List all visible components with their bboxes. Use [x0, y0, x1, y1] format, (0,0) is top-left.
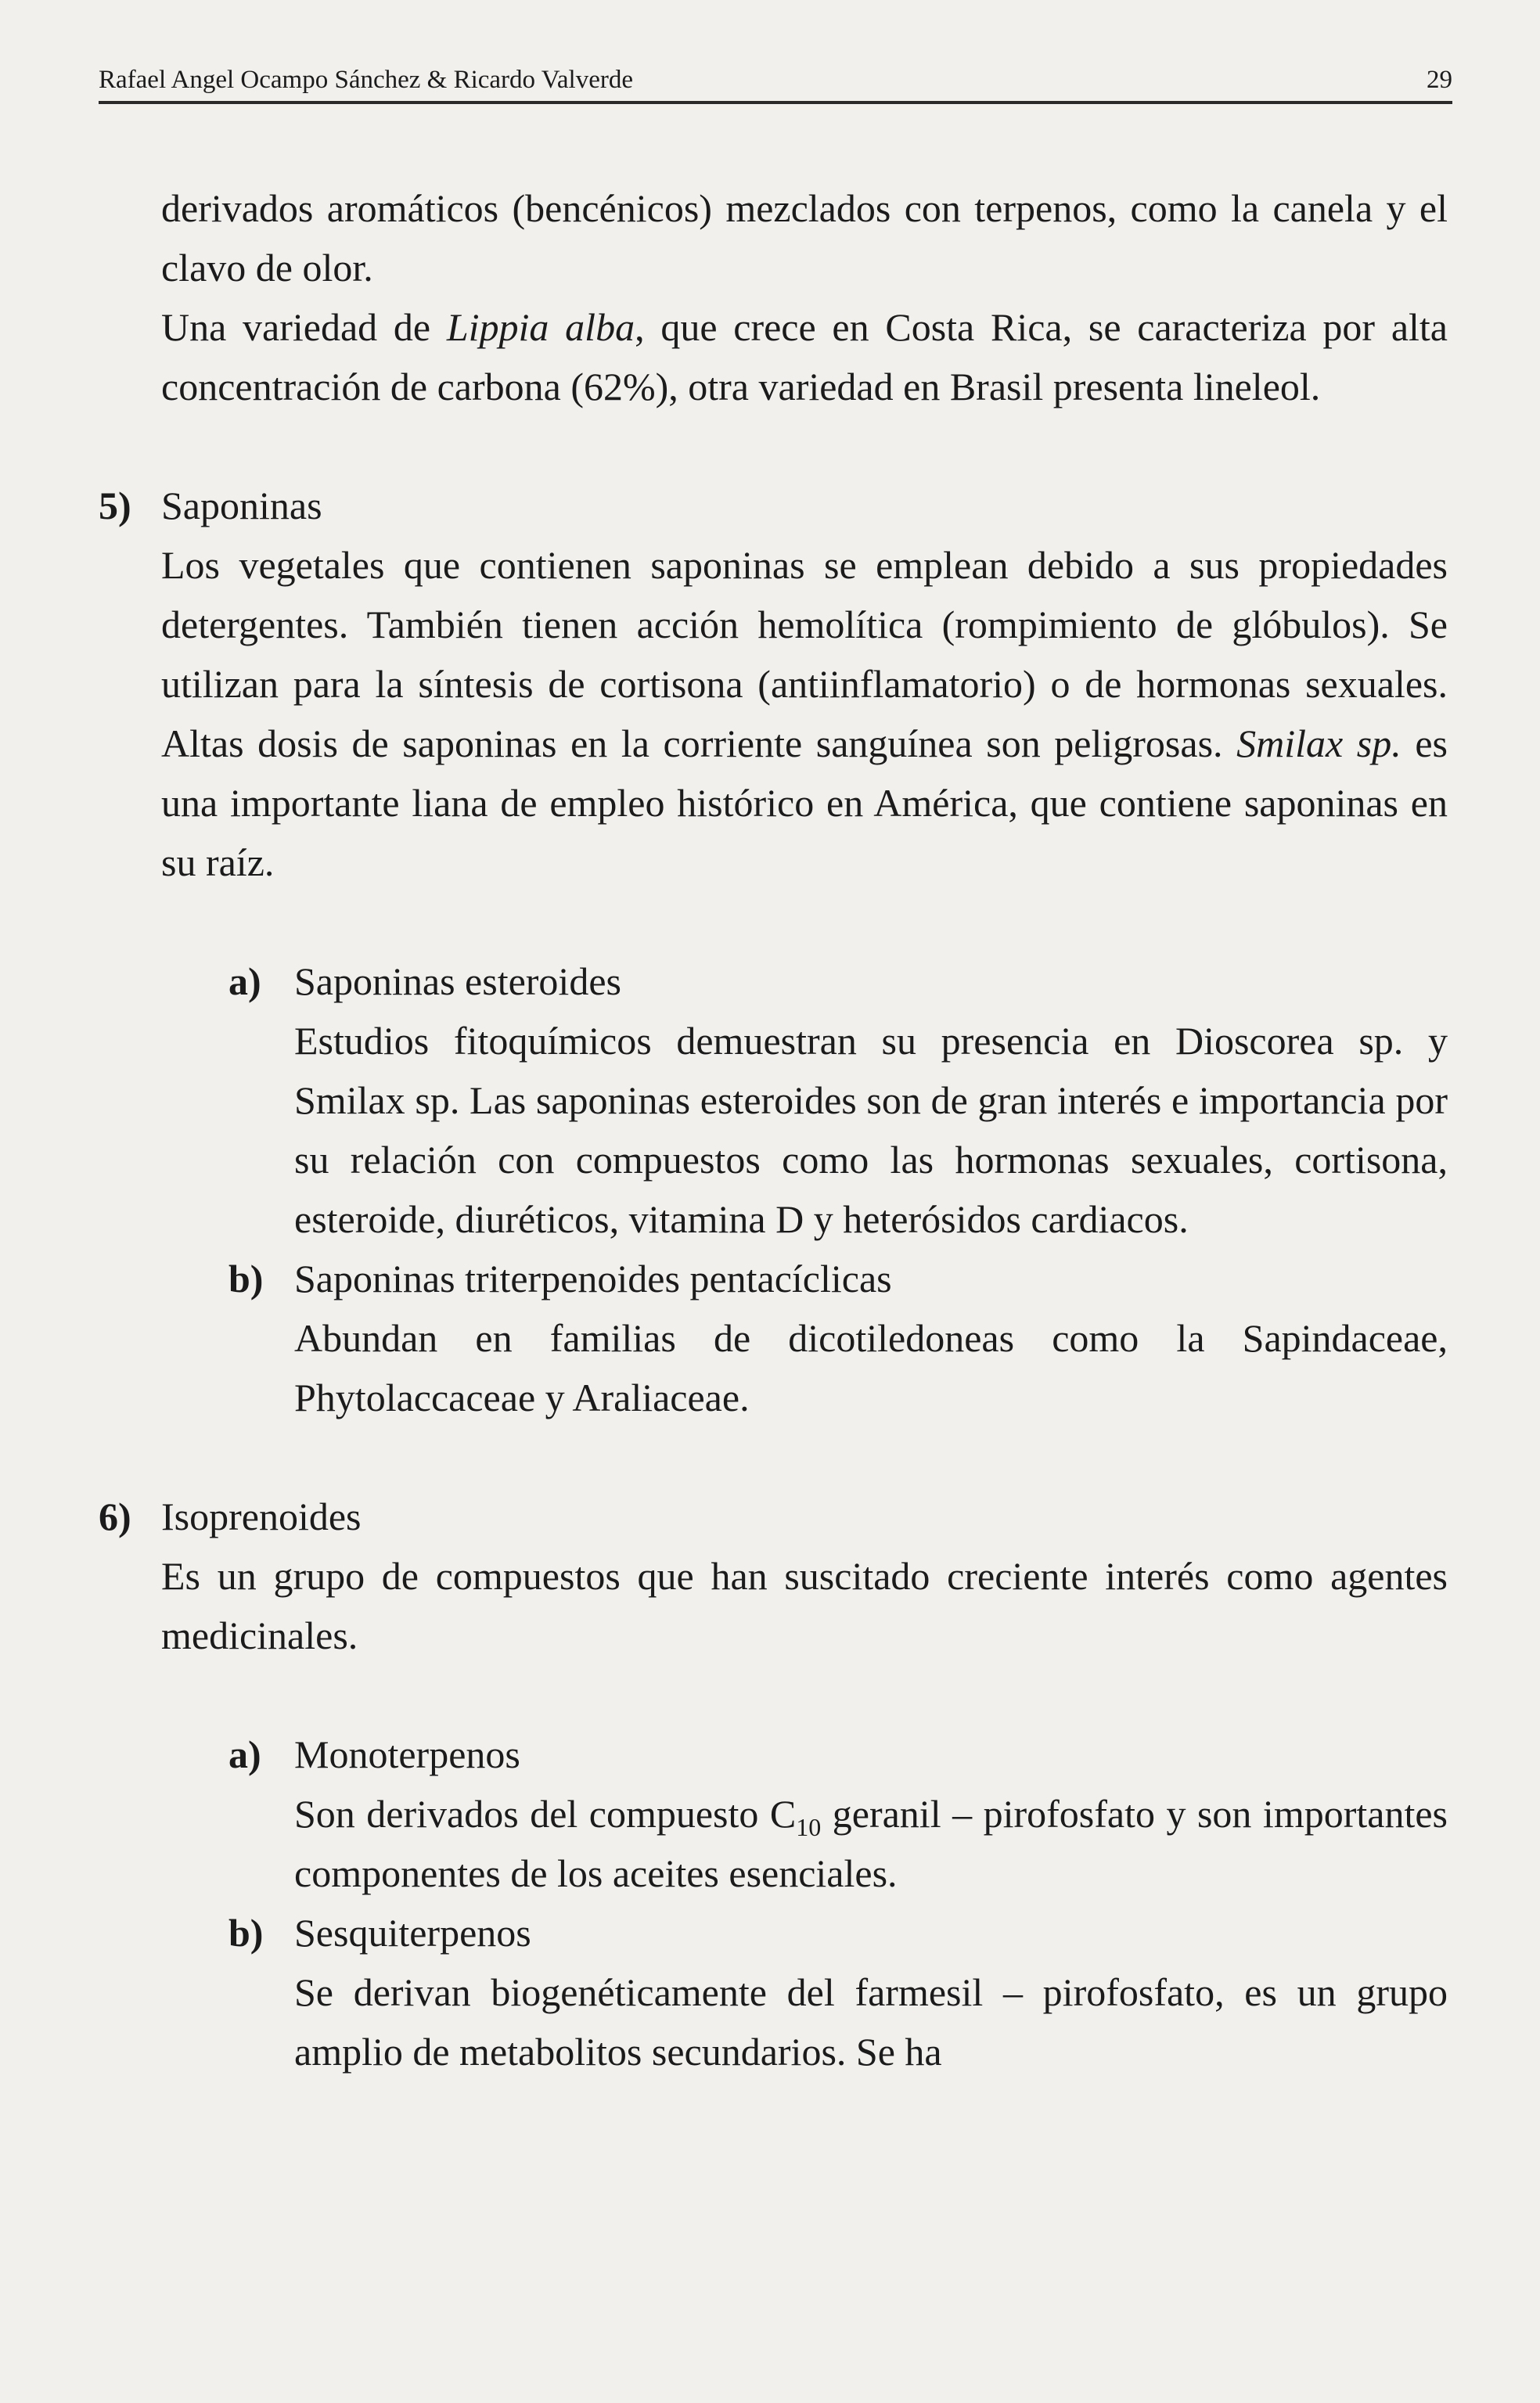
page-number: 29: [1427, 66, 1452, 94]
species-name: Smilax sp.: [1236, 721, 1401, 765]
section-6b-title: Sesquiterpenos: [294, 1911, 531, 1955]
section-5-heading: [99, 476, 1448, 535]
section-6a-label: a): [228, 1732, 261, 1776]
section-6a-body: Son derivados del compuesto $C_{10}$ geranil – pirofosfato y son importantes componentes de los aceites esenciales.: [294, 1792, 1448, 1895]
section-6a: [228, 1725, 1448, 1903]
section-5b-label: b): [228, 1257, 264, 1300]
subscript: 10: [796, 1813, 822, 1841]
section-5b-body: Abundan en familias de dicotiledoneas como la Sapindaceae, Phytolaccaceae y Araliaceae.: [294, 1316, 1448, 1419]
section-6-heading: [99, 1487, 1448, 1546]
section-6-number: 6): [99, 1495, 131, 1538]
section-6b-body: Se derivan biogenéticamente del farmesil – pirofosfato, es un grupo amplio de metabolitos secundarios. Se ha: [294, 1970, 1448, 2074]
section-5-body: Los vegetales que contienen saponinas se emplean debido a sus propiedades detergentes. También tienen acción hemolítica (rompimiento de glóbulos). Se utilizan para la síntesis de cortisona (antiinflamatorio) o de hormonas sexuales. Altas dosis de saponinas en la corriente sanguínea son peligrosas. Smilax sp. es una importante liana de empleo histórico en América, que contiene saponinas en su raíz.: [161, 543, 1448, 884]
species-name: Lippia alba: [446, 305, 635, 349]
section-6-body: Es un grupo de compuestos que han suscitado creciente interés como agentes medicinales.: [161, 1554, 1448, 1657]
section-6a-title: Monoterpenos: [294, 1732, 520, 1776]
section-5a: [228, 951, 1448, 1249]
page-body: [99, 178, 1448, 2081]
section-5b-title: Saponinas triterpenoides pentacíclicas: [294, 1257, 892, 1300]
section-5b: [228, 1249, 1448, 1427]
section-6-title: Isoprenoides: [161, 1495, 362, 1538]
intro-paragraph-1: derivados aromáticos (bencénicos) mezclados con terpenos, como la canela y el clavo de olor.: [161, 186, 1448, 290]
header-authors: Rafael Angel Ocampo Sánchez & Ricardo Valverde: [99, 66, 633, 94]
section-5-number: 5): [99, 484, 131, 527]
running-header: [99, 66, 1452, 104]
section-5a-title: Saponinas esteroides: [294, 959, 621, 1003]
section-5-title: Saponinas: [161, 484, 322, 527]
intro-paragraph-2: Una variedad de Lippia alba, que crece en Costa Rica, se caracteriza por alta concentración de carbona (62%), otra variedad en Brasil presenta lineleol.: [161, 305, 1448, 408]
section-6b: [228, 1903, 1448, 2081]
section-5a-label: a): [228, 959, 261, 1003]
section-5a-body: Estudios fitoquímicos demuestran su presencia en Dioscorea sp. y Smilax sp. Las saponinas esteroides son de gran interés e importancia por su relación con compuestos como las hormonas sexuales, cortisona, esteroide, diuréticos, vitamina D y heterósidos cardiacos.: [294, 1019, 1448, 1241]
section-6b-label: b): [228, 1911, 264, 1955]
